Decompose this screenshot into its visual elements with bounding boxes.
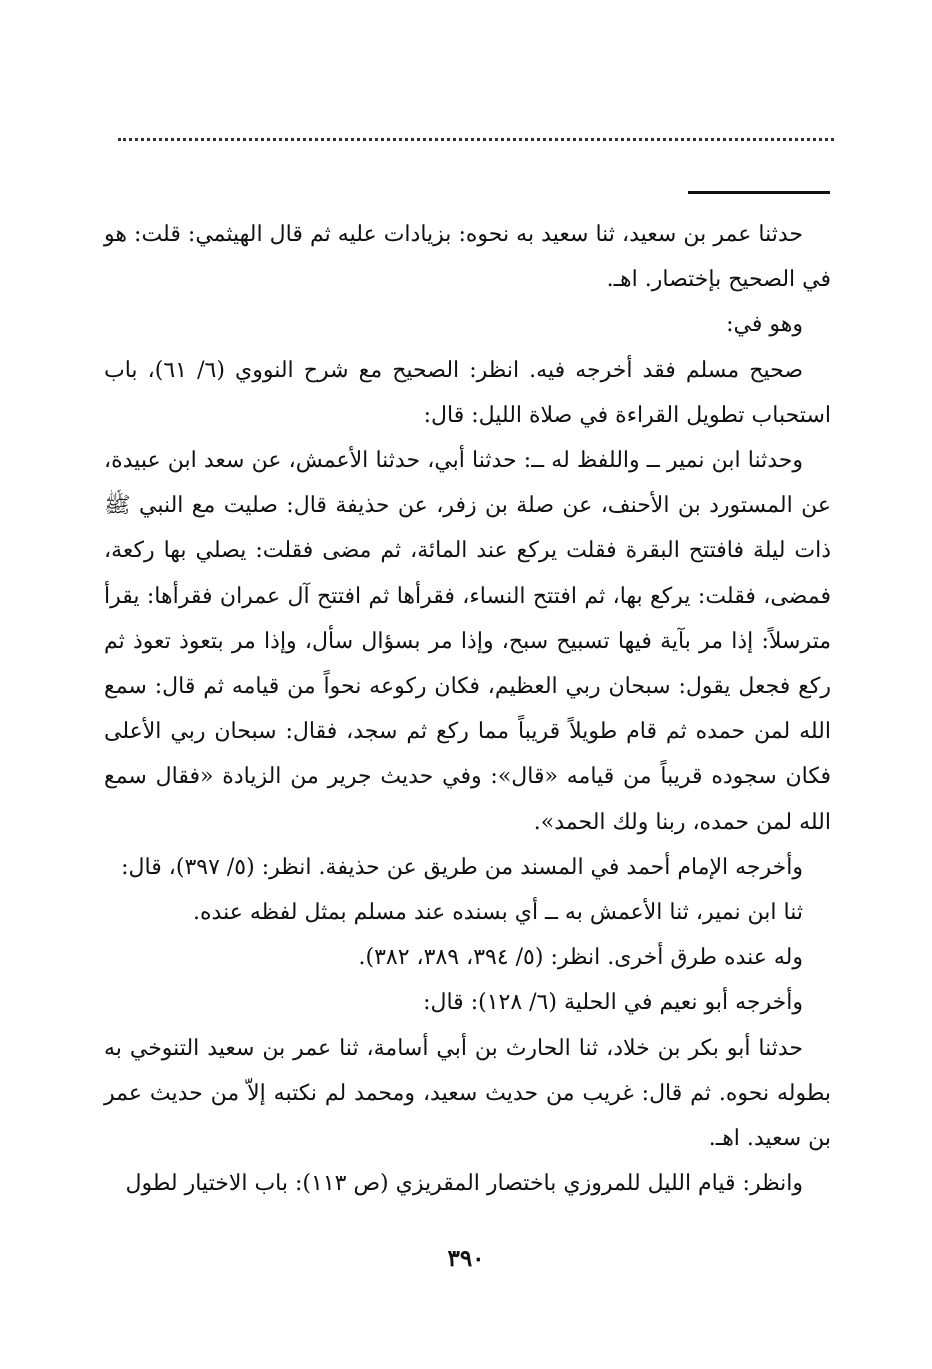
paragraph: وانظر: قيام الليل للمروزي باختصار المقريزي (ص ١١٣): باب الاختيار لطول	[125, 1171, 803, 1197]
paragraph: ثنا ابن نمير، ثنا الأعمش به ــ أي بسنده عند مسلم بمثل لفظه عنده.	[193, 900, 803, 926]
footnote-separator-rule	[688, 191, 830, 194]
paragraph: حدثنا عمر بن سعيد، ثنا سعيد به نحوه: بزيادات عليه ثم قال الهيثمي: قلت: هو في الصحيح بإختصار. اهـ.	[104, 222, 831, 293]
paragraph: وأخرجه الإمام أحمد في المسند من طريق عن حذيفة. انظر: (٥/ ٣٩٧)، قال:	[121, 854, 803, 880]
paragraph: وحدثنا ابن نمير ــ واللفظ له ــ: حدثنا أبي، حدثنا الأعمش، عن سعد ابن عبيدة، عن المستورد بن الأحنف، عن صلة بن زفر، عن حذيفة قال: صليت مع النبي ﷺ ذات ليلة فافتتح البقرة فقلت يركع عند المائة، ثم مضى فقلت: يصلي بها ركعة، فمضى، فقلت: يركع بها، ثم افتتح النساء، فقرأها ثم افتتح آل عمران فقرأها: يقرأ مترسلاً: إذا مر بآية فيها تسبيح سبح، وإذا مر بسؤال سأل، وإذا مر بتعوذ تعوذ ثم ركع فجعل يقول: سبحان ربي العظيم، فكان ركوعه نحواً من قيامه ثم قال: سمع الله لمن حمده ثم قام طويلاً قريباً مما ركع ثم سجد، فقال: سبحان ربي الأعلى فكان سجوده قريباً من قيامه «قال»: وفي حديث جرير من الزيادة «فقال سمع الله لمن حمده، ربنا ولك الحمد».	[104, 448, 831, 835]
paragraph: وهو في:	[726, 312, 803, 338]
header-dotted-rule	[118, 138, 834, 141]
paragraph: حدثنا أبو بكر بن خلاد، ثنا الحارث بن أبي أسامة، ثنا عمر بن سعيد التنوخي به بطوله نحوه. ثم قال: غريب من حديث سعيد، ومحمد لم نكتبه إلاّ من حديث عمر بن سعيد. اهـ.	[104, 1035, 831, 1152]
page-number: ٣٩٠	[447, 1245, 485, 1272]
footnote-text-block	[104, 212, 831, 1206]
paragraph: صحيح مسلم فقد أخرجه فيه. انظر: الصحيح مع شرح النووي (٦/ ٦١)، باب استحباب تطويل القراءة في صلاة الليل: قال:	[104, 357, 831, 428]
paragraph: وله عنده طرق أخرى. انظر: (٥/ ٣٩٤، ٣٨٩، ٣٨٢).	[358, 945, 803, 971]
paragraph: وأخرجه أبو نعيم في الحلية (٦/ ١٢٨): قال:	[423, 990, 803, 1016]
